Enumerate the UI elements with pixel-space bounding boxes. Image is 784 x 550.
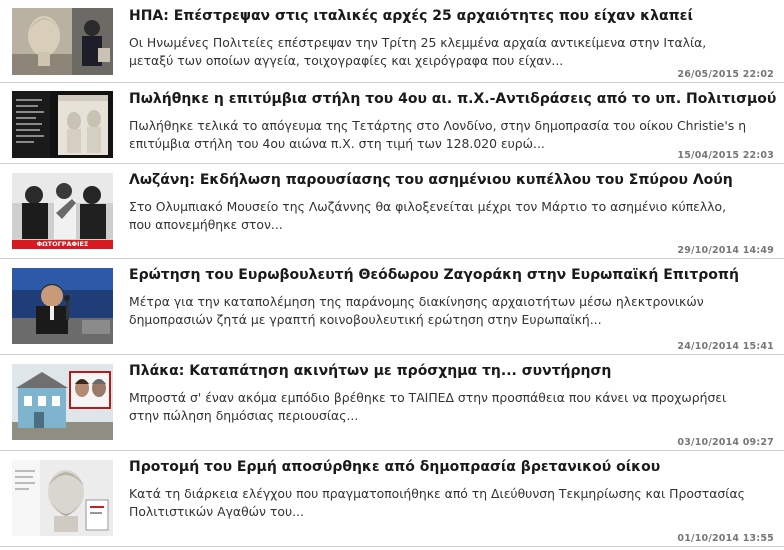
article-thumbnail[interactable] (12, 91, 113, 158)
article-thumbnail[interactable] (12, 460, 113, 536)
historic-photo-icon (12, 173, 113, 249)
photos-badge: ΦΩΤΟΓΡΑΦΙΕΣ (12, 240, 113, 249)
stele-relief-icon (12, 91, 113, 158)
article-item (0, 259, 784, 355)
article-excerpt: Στο Ολυμπιακό Μουσείο της Λωζάννης θα φιλοξενείται μέχρι τον Μάρτιο το ασημένιο κύπελλο, που απονεμήθηκε στον... (129, 199, 727, 232)
article-date: 24/10/2014 15:41 (677, 341, 774, 352)
article-excerpt: Πωλήθηκε τελικά το απόγευμα της Τετάρτης στο Λονδίνο, στην δημοπρασία του οίκου Christie's η επιτύμβια στήλη του 4ου αιώνα π.Χ. στη τιμή των 128.020 ευρώ... (129, 118, 747, 151)
article-item (0, 355, 784, 451)
article-title-link[interactable]: Ερώτηση του Ευρωβουλευτή Θεόδωρου Ζαγοράκη στην Ευρωπαϊκή Επιτροπή (129, 267, 739, 283)
article-thumbnail[interactable] (12, 268, 113, 344)
article-excerpt: Μέτρα για την καταπολέμηση της παράνομης διακίνησης αρχαιοτήτων μέσω ηλεκτρονικών δημοπρασιών ζητά με γραπτή κοινοβουλευτική ερώτηση στην Ευρωπαϊκή... (129, 294, 704, 327)
article-date: 29/10/2014 14:49 (677, 245, 774, 256)
hermes-bust-icon (12, 460, 113, 536)
article-date: 03/10/2014 09:27 (677, 437, 774, 448)
article-date: 26/05/2015 22:02 (677, 69, 774, 80)
house-building-icon (12, 364, 113, 440)
article-title-link[interactable]: Προτομή του Ερμή αποσύρθηκε από δημοπρασία βρετανικού οίκου (129, 459, 661, 475)
article-excerpt: Κατά τη διάρκεια ελέγχου που πραγματοποιήθηκε από τη Διεύθυνση Τεκμηρίωσης και Προστασίας Πολιτιστικών Αγαθών του... (129, 486, 745, 519)
article-title-link[interactable]: Πλάκα: Καταπάτηση ακινήτων με πρόσχημα τη... συντήρηση (129, 363, 612, 379)
article-item (0, 83, 784, 164)
article-date: 15/04/2015 22:03 (677, 150, 774, 161)
article-thumbnail[interactable] (12, 173, 113, 249)
statue-head-icon (12, 8, 113, 75)
article-item (0, 164, 784, 259)
article-item (0, 451, 784, 547)
parliament-speaker-icon (12, 268, 113, 344)
article-title-link[interactable]: Πωλήθηκε η επιτύμβια στήλη του 4ου αι. π.Χ.-Αντιδράσεις από το υπ. Πολιτισμού (129, 91, 777, 107)
article-title-link[interactable]: Λωζάνη: Εκδήλωση παρουσίασης του ασημένιου κυπέλλου του Σπύρου Λούη (129, 172, 733, 188)
article-thumbnail[interactable] (12, 364, 113, 440)
article-excerpt: Μπροστά σ' έναν ακόμα εμπόδιο βρέθηκε το ΤΑΙΠΕΔ στην προσπάθεια που κάνει να προχωρήσει στην πώληση δημόσιας περιουσίας... (129, 390, 727, 423)
article-excerpt: Οι Ηνωμένες Πολιτείες επέστρεψαν την Τρίτη 25 κλεμμένα αρχαία αντικείμενα στην Ιταλία, μεταξύ των οποίων αγγεία, τοιχογραφίες και χειρόγραφα που είχαν... (129, 35, 707, 68)
article-item (0, 0, 784, 83)
article-thumbnail[interactable] (12, 8, 113, 75)
article-date: 01/10/2014 13:55 (677, 533, 774, 544)
article-title-link[interactable]: ΗΠΑ: Επέστρεψαν στις ιταλικές αρχές 25 αρχαιότητες που είχαν κλαπεί (129, 8, 693, 24)
